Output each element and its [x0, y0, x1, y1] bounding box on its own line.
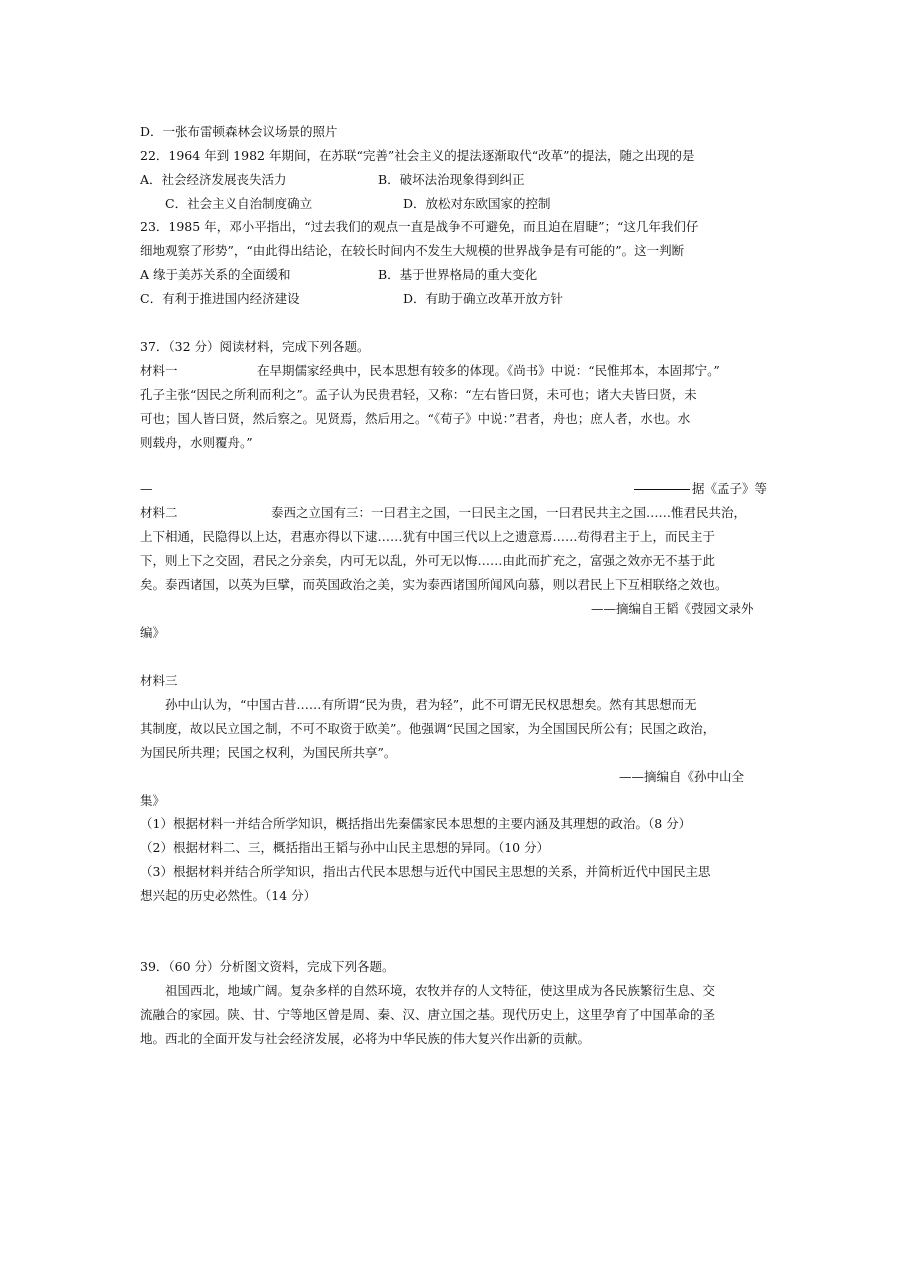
q37-task-1: （1）根据材料一并结合所学知识，概括指出先秦儒家民本思想的主要内涵及其理想的政治。（8 分） [140, 816, 692, 831]
q37-material-1-source: 据《孟子》等 [692, 481, 768, 496]
q37-material-2-line-3: 下，则上下之交固，君民之分亲矣，内可无以乱，外可无以悔……由此而扩充之，富强之效亦无不基于此 [140, 553, 716, 568]
q23-stem-line-1: 23．1985 年，邓小平指出，“过去我们的观点一直是战争不可避免，而且迫在眉睫”；“这几年我们仔 [140, 219, 699, 234]
q37-material-2-source: ——摘编自王韬《弢园文录外 [591, 601, 754, 616]
q23-stem-line-2: 细地观察了形势”，“由此得出结论，在较长时间内不发生大规模的世界战争是有可能的”。这一判断 [140, 243, 685, 258]
source-dash-line [634, 489, 690, 490]
q39-line-2: 流融合的家园。陕、甘、宁等地区曾是周、秦、汉、唐立国之基。现代历史上，这里孕育了中国革命的圣 [140, 1007, 716, 1022]
q37-task-3-line-1: （3）根据材料并结合所学知识，指出古代民本思想与近代中国民主思想的关系，并简析近代中国民主思 [140, 864, 711, 879]
q37-material-2-line-4: 矣。泰西诸国，以英为巨擘，而英国政治之美，实为泰西诸国所闻风向慕，则以君民上下互相联络之效也。 [140, 577, 728, 592]
q37-material-2-label: 材料二 [140, 505, 178, 520]
q37-material-3-line-2: 其制度，故以民立国之制，不可不取资于欧美”。他强调“民国之国家，为全国国民所公有；民国之政治， [140, 721, 716, 736]
q37-task-3-line-2: 想兴起的历史必然性。（14 分） [140, 888, 317, 903]
q37-material-2-line-2: 上下相通，民隐得以上达，君惠亦得以下逮……犹有中国三代以上之遗意焉……苟得君主于上，而民主于 [140, 529, 716, 544]
q37-material-3-source-cont: 集》 [140, 793, 166, 808]
q23-option-a: A 缘于美苏关系的全面缓和 [140, 267, 291, 282]
q22-option-a: A．社会经济发展丧失活力 [140, 172, 287, 187]
q37-header: 37．（32 分）阅读材料，完成下列各题。 [140, 339, 370, 354]
q37-material-2-line-1: 泰西之立国有三：一曰君主之国，一曰民主之国，一曰君民共主之国……惟君民共治， [271, 505, 747, 520]
q22-option-c: C．社会主义自治制度确立 [165, 196, 313, 211]
q37-material-3-line-3: 为国民所共理；民国之权利，为国民所共享”。 [140, 745, 397, 760]
q39-header: 39．（60 分）分析图文资料，完成下列各题。 [140, 959, 395, 974]
q37-material-3-line-1: 孙中山认为，“中国古昔……有所谓“民为贵，君为轻”，此不可谓无民权思想矣。然有其思想而无 [165, 697, 697, 712]
q37-material-1-line-3: 可也；国人皆曰贤，然后察之。见贤焉，然后用之。“《荀子》中说：”君者，舟也；庶人者，水也。水 [140, 411, 691, 426]
q37-material-2-source-cont: 编》 [140, 625, 166, 640]
q22-option-d: D．放松对东欧国家的控制 [403, 196, 551, 211]
q39-line-1: 祖国西北，地域广阔。复杂多样的自然环境，农牧并存的人文特征，使这里成为各民族繁衍生息、交 [165, 983, 716, 998]
q37-material-1-label: 材料一 [140, 363, 178, 378]
q22-option-b: B．破坏法治现象得到纠正 [378, 172, 525, 187]
q21-option-d: D．一张布雷顿森林会议场景的照片 [140, 124, 338, 139]
q37-material-1-source-dash: — [140, 481, 153, 496]
q37-material-3-source: ——摘编自《孙中山全 [619, 769, 745, 784]
q39-line-3: 地。西北的全面开发与社会经济发展，必将为中华民族的伟大复兴作出新的贡献。 [140, 1031, 591, 1046]
q37-material-1-line-2: 孔子主张“因民之所利而利之”。孟子认为民贵君轻，又称：“左右皆曰贤，未可也；诸大夫皆曰贤，未 [140, 387, 697, 402]
q23-option-c: C．有利于推进国内经济建设 [140, 291, 300, 306]
q37-material-1-line-4: 则载舟，水则覆舟。” [140, 435, 253, 450]
q37-material-3-label: 材料三 [140, 673, 178, 688]
q23-option-d: D．有助于确立改革开放方针 [403, 291, 564, 306]
q37-task-2: （2）根据材料二、三，概括指出王韬与孙中山民主思想的异同。（10 分） [140, 840, 550, 855]
q37-material-1-line-1: 在早期儒家经典中，民本思想有较多的体现。《尚书》中说：“民惟邦本，本固邦宁。” [257, 363, 720, 378]
q22-stem: 22．1964 年到 1982 年期间，在苏联“完善”社会主义的提法逐渐取代“改革”的提法，随之出现的是 [140, 148, 695, 163]
q23-option-b: B．基于世界格局的重大变化 [378, 267, 538, 282]
